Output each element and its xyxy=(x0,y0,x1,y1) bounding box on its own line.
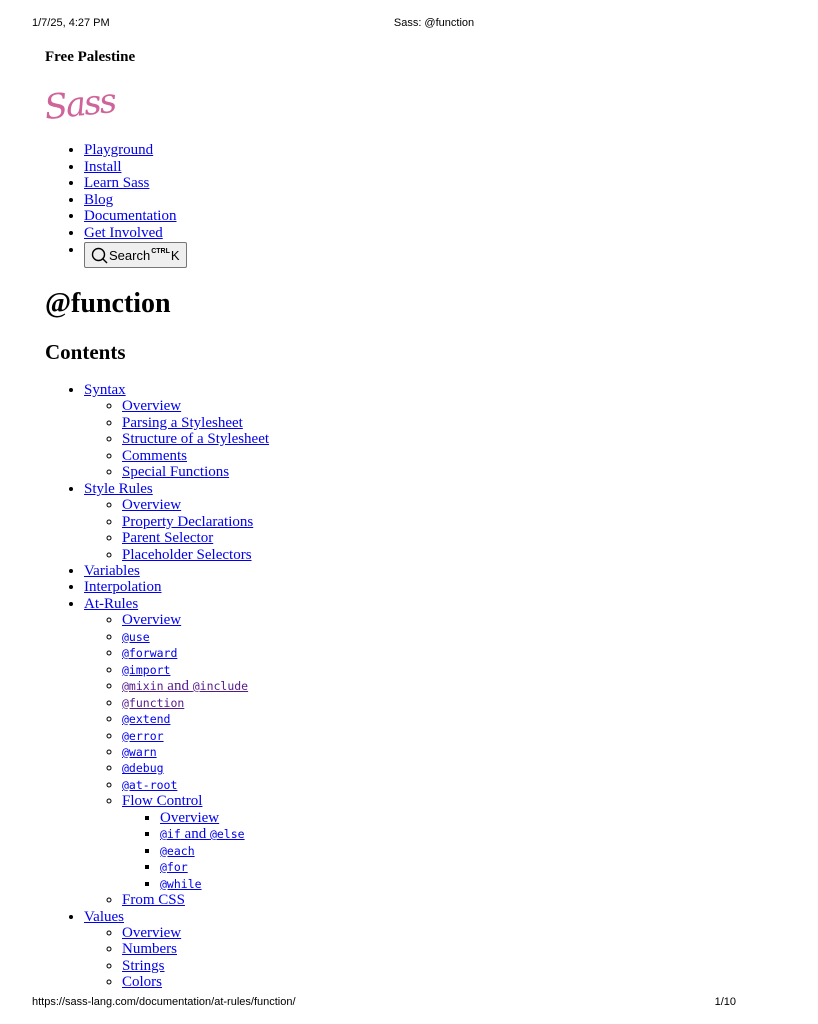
print-page-number: 1/10 xyxy=(714,996,736,1008)
toc-item-values xyxy=(84,909,269,991)
toc-link-special-functions[interactable]: Special Functions xyxy=(122,464,230,481)
toc-item xyxy=(122,497,269,513)
toc-link-each[interactable] xyxy=(160,843,195,859)
toc-item xyxy=(122,514,269,530)
toc-item-at-rules xyxy=(84,596,269,909)
toc-item-current xyxy=(122,695,269,711)
toc-link-style-rules[interactable]: Style Rules xyxy=(84,480,153,497)
toc-item xyxy=(122,662,269,678)
toc-link-warn[interactable] xyxy=(122,744,157,760)
toc-item-style-rules xyxy=(84,481,269,563)
toc-link-colors[interactable]: Colors xyxy=(122,974,163,991)
toc-link-interpolation[interactable]: Interpolation xyxy=(84,579,162,596)
toc-link-at-root[interactable] xyxy=(122,777,177,793)
toc-link-flow-overview[interactable]: Overview xyxy=(160,809,220,826)
toc-link-strings[interactable]: Strings xyxy=(122,957,165,974)
toc-link-extend[interactable] xyxy=(122,711,170,727)
print-footer xyxy=(0,996,768,1012)
search-button[interactable] xyxy=(84,242,187,268)
toc-code-else: @else xyxy=(209,827,245,842)
nav-link-install[interactable]: Install xyxy=(84,158,122,175)
nav-link-learn-sass[interactable]: Learn Sass xyxy=(84,175,150,191)
toc-code-include: @include xyxy=(192,679,249,694)
toc-link-comments[interactable]: Comments xyxy=(122,447,188,464)
toc-code-mixin: @mixin xyxy=(122,679,164,694)
nav-item-install xyxy=(84,159,187,176)
toc-item-interpolation xyxy=(84,579,269,595)
toc-link-flow-control[interactable]: Flow Control xyxy=(122,793,203,810)
toc-code-use: @use xyxy=(122,629,150,644)
toc-item xyxy=(122,645,269,661)
toc-link-while[interactable] xyxy=(160,876,202,892)
print-url: https://sass-lang.com/documentation/at-rules/function/ xyxy=(32,996,296,1008)
toc-link-at-rules[interactable]: At-Rules xyxy=(84,595,139,612)
toc-link-forward[interactable] xyxy=(122,645,177,661)
toc-item xyxy=(122,678,269,694)
nav-link-blog[interactable]: Blog xyxy=(84,191,114,208)
search-kbd-ctrl: CTRL xyxy=(151,247,170,255)
toc-link-from-css[interactable]: From CSS xyxy=(122,892,185,909)
search-kbd-key: K xyxy=(170,247,180,263)
toc-item xyxy=(122,612,269,628)
search-icon xyxy=(91,247,108,264)
search-label: • Search xyxy=(109,247,151,263)
toc-code-while: @while xyxy=(160,876,202,891)
toc-code-import: @import xyxy=(122,662,171,677)
toc-link-style-overview[interactable]: Overview xyxy=(122,497,182,514)
toc-item-syntax xyxy=(84,382,269,481)
toc-style-rules-children xyxy=(84,497,269,563)
toc-code-warn: @warn xyxy=(122,744,157,759)
page-title: @function xyxy=(45,288,171,319)
toc-code-at-root: @at-root xyxy=(122,777,178,792)
toc-link-syntax-overview[interactable]: Overview xyxy=(122,398,182,415)
toc-text-and: and xyxy=(180,826,210,843)
toc-item xyxy=(122,925,269,941)
toc-link-function[interactable] xyxy=(122,695,184,711)
toc-item xyxy=(160,859,269,875)
toc-item xyxy=(122,777,269,793)
nav-item-learn-sass xyxy=(84,175,187,192)
table-of-contents xyxy=(84,382,269,991)
nav-link-playground[interactable]: Playground xyxy=(84,142,154,158)
sass-logo[interactable] xyxy=(42,80,117,129)
nav-item-documentation xyxy=(84,208,187,225)
nav-item-search xyxy=(84,242,187,272)
toc-code-error: @error xyxy=(122,728,164,743)
toc-item xyxy=(122,892,269,908)
toc-item xyxy=(122,744,269,760)
toc-code-for: @for xyxy=(160,860,188,875)
toc-item-flow-control xyxy=(122,793,269,892)
toc-code-debug: @debug xyxy=(122,761,164,776)
toc-item xyxy=(122,448,269,464)
toc-link-for[interactable] xyxy=(160,859,188,875)
toc-item xyxy=(160,876,269,892)
toc-item-variables xyxy=(84,563,269,579)
toc-item xyxy=(122,530,269,546)
toc-link-mixin-include[interactable] xyxy=(122,678,248,694)
toc-link-placeholder-selectors[interactable]: Placeholder Selectors xyxy=(122,546,252,563)
toc-item xyxy=(122,464,269,480)
toc-link-if-else[interactable] xyxy=(160,826,245,842)
toc-item xyxy=(122,547,269,563)
toc-link-parent-selector[interactable]: Parent Selector xyxy=(122,530,214,547)
toc-link-parsing[interactable]: Parsing a Stylesheet xyxy=(122,414,243,431)
toc-code-extend: @extend xyxy=(122,712,171,727)
free-palestine-banner[interactable]: Free Palestine xyxy=(45,49,136,65)
toc-code-function: @function xyxy=(122,695,185,710)
toc-link-values[interactable]: Values xyxy=(84,908,124,925)
nav-link-documentation[interactable]: Documentation xyxy=(84,208,177,224)
toc-item xyxy=(122,431,269,447)
toc-link-syntax[interactable]: Syntax xyxy=(84,382,126,398)
toc-item xyxy=(160,843,269,859)
toc-item xyxy=(122,958,269,974)
toc-link-variables[interactable]: Variables xyxy=(84,562,140,579)
print-doc-title: Sass: @function xyxy=(393,17,475,29)
toc-link-import[interactable] xyxy=(122,662,170,678)
toc-link-values-overview[interactable]: Overview xyxy=(122,924,182,941)
toc-code-each: @each xyxy=(160,843,195,858)
toc-values-children xyxy=(84,925,269,991)
toc-item xyxy=(160,810,269,826)
toc-item xyxy=(122,728,269,744)
print-header xyxy=(0,17,768,33)
toc-code-if: @if xyxy=(160,827,181,842)
toc-link-at-rules-overview[interactable]: Overview xyxy=(122,612,182,629)
toc-item xyxy=(122,974,269,990)
nav-item-blog xyxy=(84,192,187,209)
nav-item-get-involved xyxy=(84,225,187,242)
toc-syntax-children xyxy=(84,398,269,480)
toc-link-structure[interactable]: Structure of a Stylesheet xyxy=(122,431,270,448)
main-nav xyxy=(84,142,187,272)
toc-code-forward: @forward xyxy=(122,646,178,661)
toc-link-error[interactable] xyxy=(122,728,164,744)
toc-item xyxy=(122,711,269,727)
print-datetime: 1/7/25, 4:27 PM xyxy=(32,17,110,29)
contents-heading: Contents xyxy=(45,340,126,364)
toc-link-debug[interactable] xyxy=(122,760,164,776)
toc-link-property-declarations[interactable]: Property Declarations xyxy=(122,513,254,530)
toc-flow-control-children xyxy=(122,810,269,892)
toc-link-numbers[interactable]: Numbers xyxy=(122,941,177,958)
toc-item xyxy=(122,629,269,645)
toc-at-rules-children xyxy=(84,612,269,908)
toc-item xyxy=(122,415,269,431)
sass-logo-text: Sass xyxy=(42,80,117,129)
nav-link-get-involved[interactable]: Get Involved xyxy=(84,224,163,241)
toc-item xyxy=(160,826,269,842)
toc-item xyxy=(122,398,269,414)
toc-item xyxy=(122,941,269,957)
toc-link-use[interactable] xyxy=(122,629,150,645)
toc-item xyxy=(122,760,269,776)
nav-item-playground xyxy=(84,142,187,159)
toc-text-and: and xyxy=(163,678,193,695)
